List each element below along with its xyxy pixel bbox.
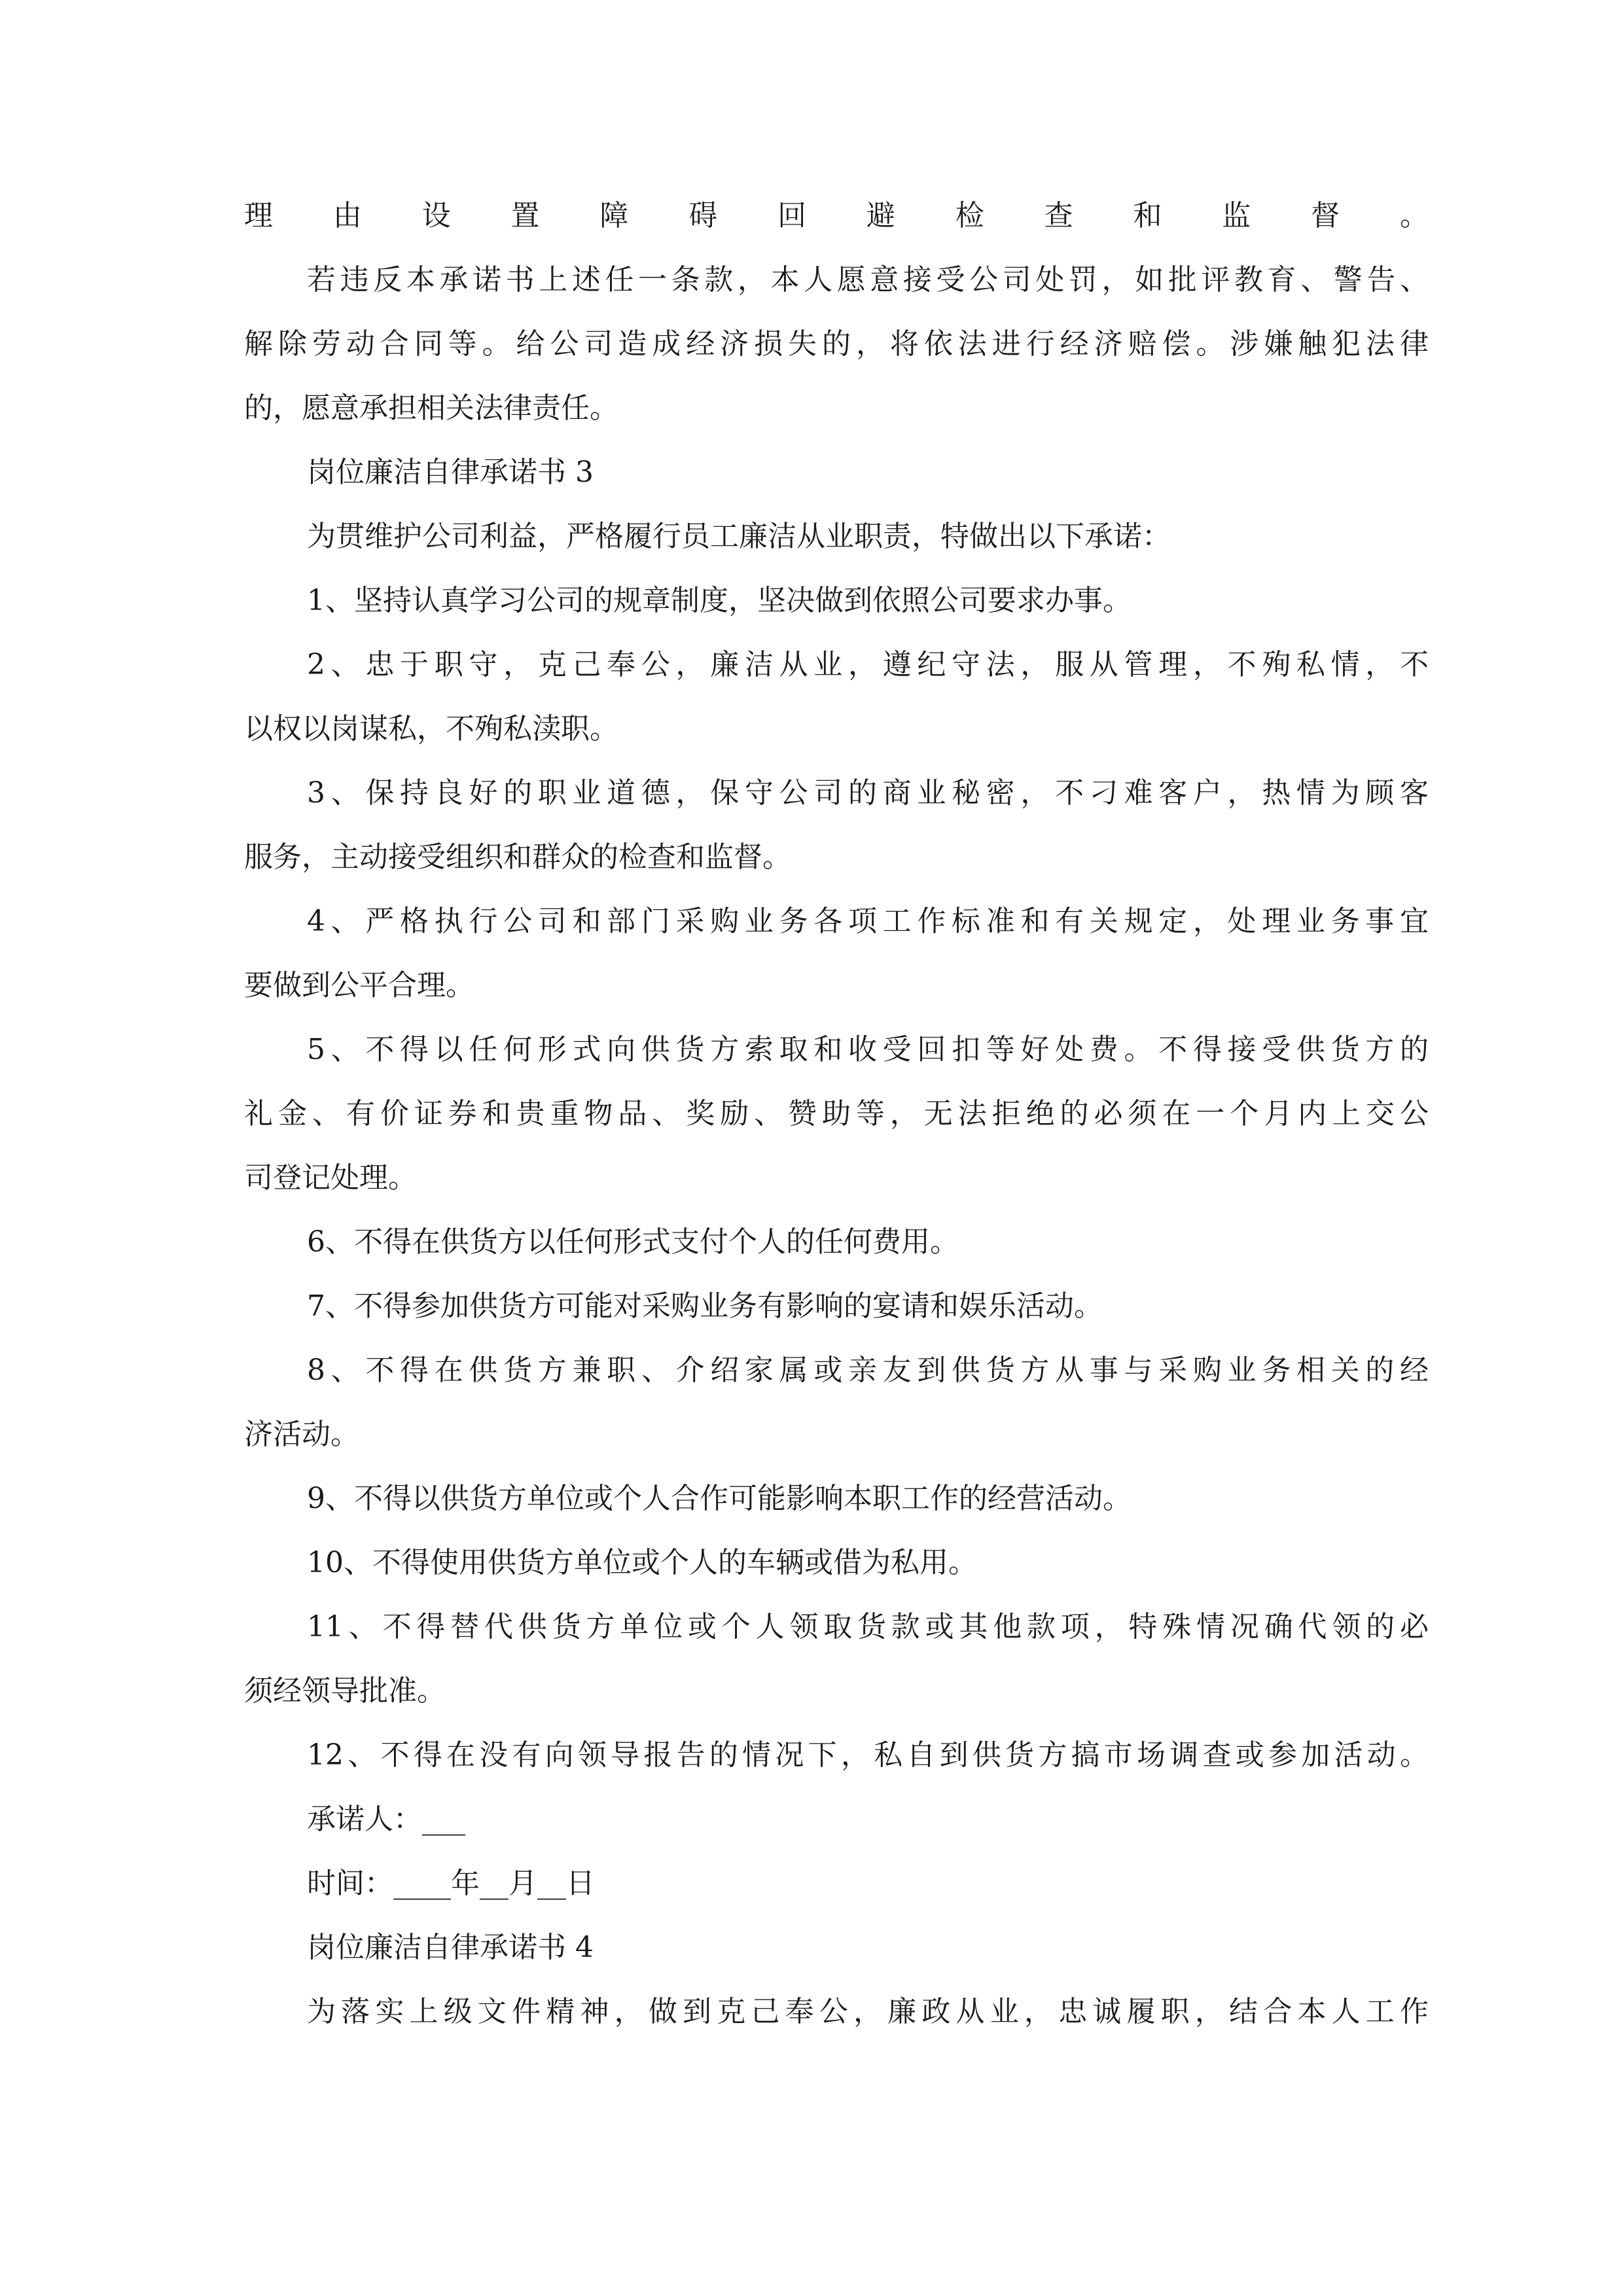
section-heading: 岗位廉洁自律承诺书 3 xyxy=(307,456,594,489)
text-line: 若违反本承诺书上述任一条款，本人愿意接受公司处罚，如批评教育、警告、 xyxy=(307,263,1429,296)
list-item: 4、严格执行公司和部门采购业务各项工作标准和有关规定，处理业务事宜 xyxy=(307,905,1429,938)
list-item: 12、不得在没有向领导报告的情况下，私自到供货方搞市场调查或参加活动。 xyxy=(307,1738,1429,1772)
list-item: 3、保持良好的职业道德，保守公司的商业秘密，不刁难客户，热情为顾客 xyxy=(307,776,1429,810)
text-line: 为贯维护公司利益，严格履行员工廉洁从业职责，特做出以下承诺： xyxy=(307,520,1171,553)
text-line: 要做到公平合理。 xyxy=(244,969,474,1002)
section-heading: 岗位廉洁自律承诺书 4 xyxy=(307,1931,594,1964)
text-line: 济活动。 xyxy=(244,1418,359,1451)
text-line: 以权以岗谋私，不殉私渎职。 xyxy=(244,712,618,745)
list-item: 6、不得在供货方以任何形式支付个人的任何费用。 xyxy=(307,1225,959,1259)
text-line: 理由设置障碍回避检查和监督。 xyxy=(244,199,1429,232)
text-line: 礼金、有价证券和贵重物品、奖励、赞助等，无法拒绝的必须在一个月内上交公 xyxy=(244,1097,1429,1130)
text-line: 须经领导批准。 xyxy=(244,1674,446,1708)
text-line: 的，愿意承担相关法律责任。 xyxy=(244,391,618,425)
list-item: 9、不得以供货方单位或个人合作可能影响本职工作的经营活动。 xyxy=(307,1482,1132,1515)
date-line: 时间：____年__月__日 xyxy=(307,1867,595,1900)
list-item: 2、忠于职守，克己奉公，廉洁从业，遵纪守法，服从管理，不殉私情，不 xyxy=(307,648,1429,681)
text-line: 服务，主动接受组织和群众的检查和监督。 xyxy=(244,840,791,874)
text-line: 为落实上级文件精神，做到克己奉公，廉政从业，忠诚履职，结合本人工作 xyxy=(307,1995,1429,2028)
signer-line: 承诺人：___ xyxy=(307,1803,465,1836)
list-item: 11、不得替代供货方单位或个人领取货款或其他款项，特殊情况确代领的必 xyxy=(307,1610,1429,1643)
list-item: 1、坚持认真学习公司的规章制度，坚决做到依照公司要求办事。 xyxy=(307,584,1132,617)
list-item: 5、不得以任何形式向供货方索取和收受回扣等好处费。不得接受供货方的 xyxy=(307,1033,1429,1066)
list-item: 8、不得在供货方兼职、介绍家属或亲友到供货方从事与采购业务相关的经 xyxy=(307,1354,1429,1387)
list-item: 10、不得使用供货方单位或个人的车辆或借为私用。 xyxy=(307,1546,977,1579)
text-line: 解除劳动合同等。给公司造成经济损失的，将依法进行经济赔偿。涉嫌触犯法律 xyxy=(244,327,1429,361)
list-item: 7、不得参加供货方可能对采购业务有影响的宴请和娱乐活动。 xyxy=(307,1289,1103,1323)
text-line: 司登记处理。 xyxy=(244,1161,417,1194)
